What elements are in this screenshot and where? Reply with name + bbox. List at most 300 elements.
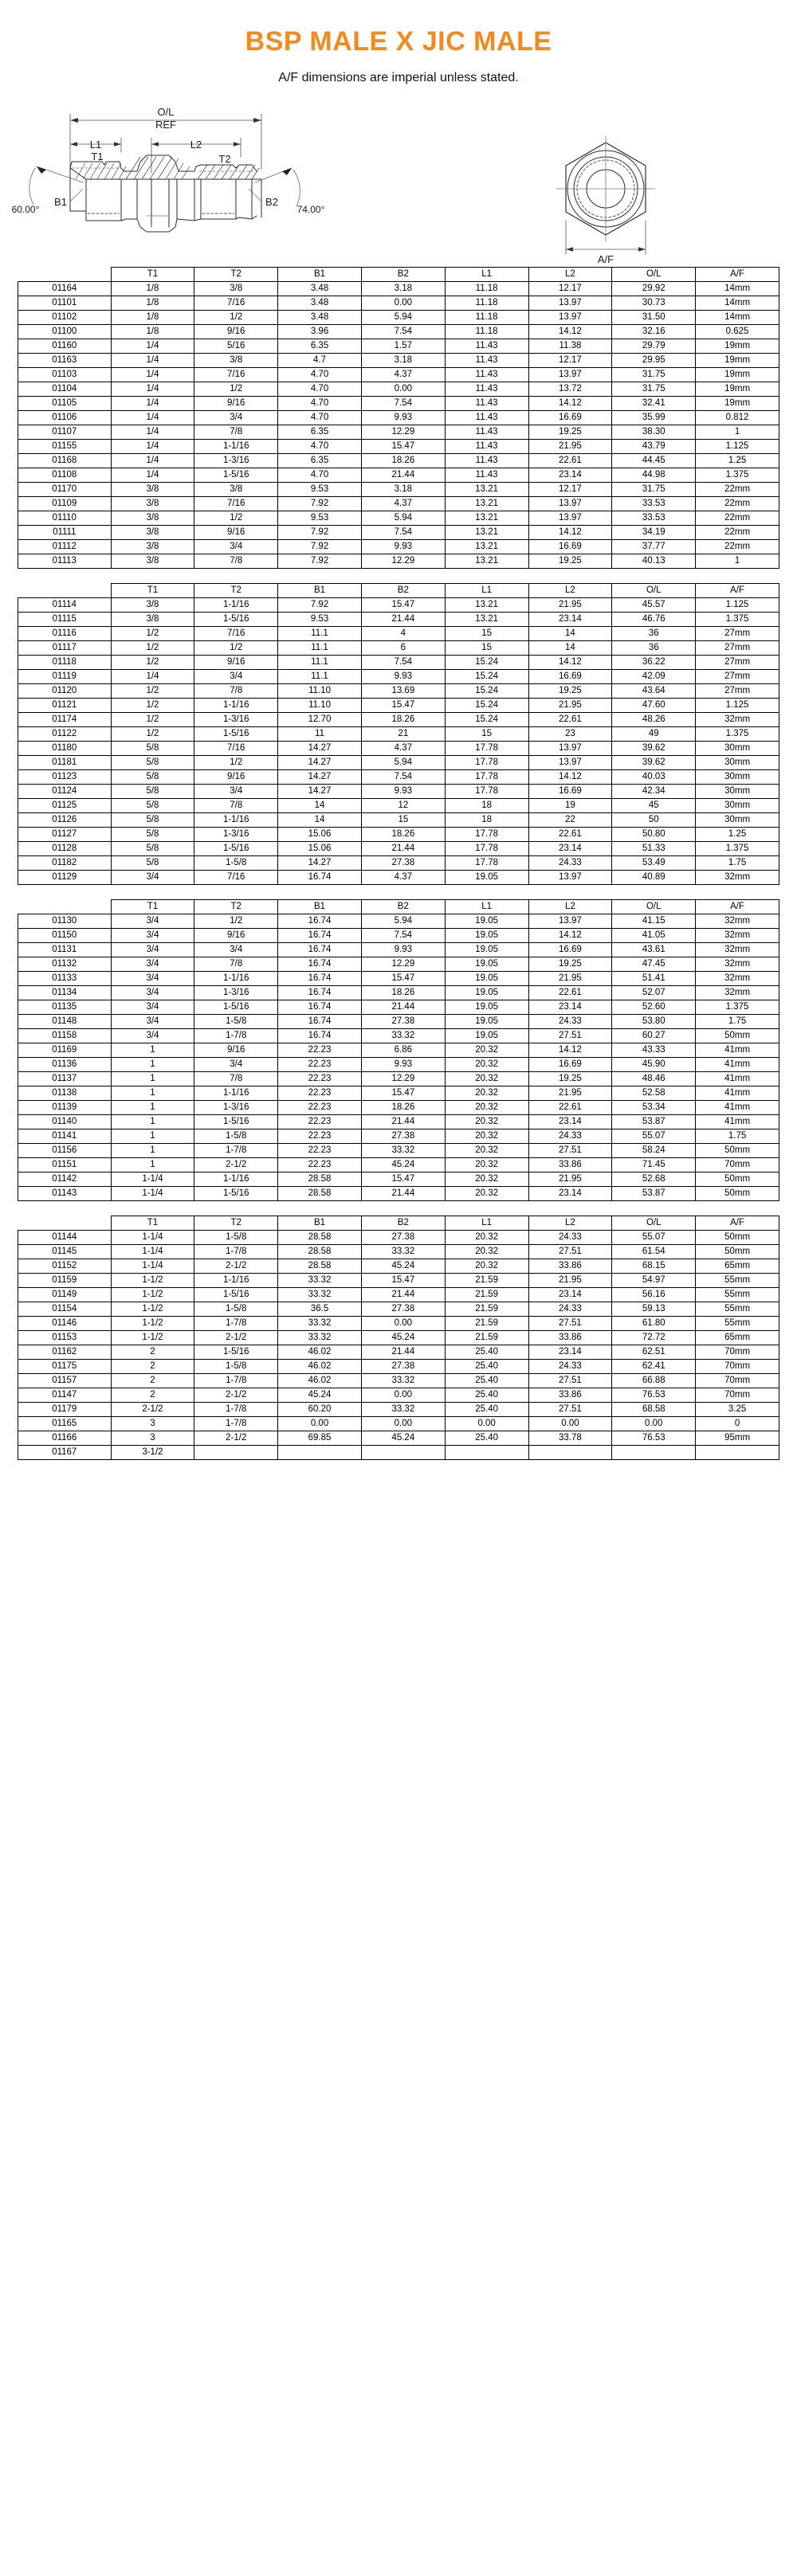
cell-t2: 1-1/16 <box>194 972 278 986</box>
cell-l1: 13.21 <box>445 540 528 554</box>
cell-t1: 1/4 <box>111 339 194 354</box>
table-row <box>18 382 779 397</box>
part-number-cell: 01105 <box>18 397 112 411</box>
cell-b1: 11 <box>278 727 362 742</box>
cell-t1: 1 <box>111 1144 194 1158</box>
table-row <box>18 1158 779 1173</box>
cell-b1: 4.70 <box>278 382 362 397</box>
table-row <box>18 1331 779 1345</box>
cell-t2: 1-7/8 <box>194 1245 278 1259</box>
cell-ol: 39.62 <box>612 742 696 756</box>
cell-l2: 12.17 <box>528 354 612 368</box>
cell-ol: 45.90 <box>612 1058 696 1072</box>
part-number-cell: 01163 <box>18 354 112 368</box>
cell-l2: 19.25 <box>528 684 612 699</box>
cell-t2: 7/8 <box>194 425 278 440</box>
cell-l1: 17.78 <box>445 770 528 785</box>
cell-af: 1.375 <box>696 468 779 483</box>
cell-af: 65mm <box>696 1331 779 1345</box>
cell-b2: 4.37 <box>361 368 445 382</box>
cell-b1: 22.23 <box>278 1158 362 1173</box>
cell-af: 1.75 <box>696 856 779 871</box>
cell-b2 <box>361 1446 445 1460</box>
cell-t1: 2 <box>111 1374 194 1388</box>
cell-b2: 33.32 <box>361 1144 445 1158</box>
cell-b2: 0.00 <box>361 296 445 311</box>
cell-l1: 11.43 <box>445 425 528 440</box>
cell-af: 19mm <box>696 382 779 397</box>
cell-af: 70mm <box>696 1388 779 1403</box>
cell-b2: 15.47 <box>361 1086 445 1101</box>
part-number-cell: 01124 <box>18 785 112 799</box>
cell-b2: 1.57 <box>361 339 445 354</box>
table-row <box>18 1345 779 1360</box>
cell-l1: 11.18 <box>445 282 528 296</box>
part-number-cell: 01182 <box>18 856 112 871</box>
table-row <box>18 914 779 929</box>
cell-ol: 31.75 <box>612 483 696 497</box>
part-number-cell: 01144 <box>18 1231 112 1245</box>
cell-b2: 3.18 <box>361 354 445 368</box>
cell-af: 1 <box>696 425 779 440</box>
cell-b1: 0.00 <box>278 1417 362 1431</box>
cell-t1: 1/4 <box>111 670 194 684</box>
cell-t1: 3/4 <box>111 943 194 957</box>
column-header-b2: B2 <box>361 900 445 914</box>
cell-t2: 2-1/2 <box>194 1431 278 1446</box>
cell-l2: 23.14 <box>528 1288 612 1302</box>
table-header-row <box>18 900 779 914</box>
cell-b1: 4.70 <box>278 397 362 411</box>
cell-b1: 22.23 <box>278 1043 362 1058</box>
cell-t1: 1 <box>111 1129 194 1144</box>
column-header-t1: T1 <box>111 900 194 914</box>
cell-l1: 19.05 <box>445 929 528 943</box>
cell-l1: 20.32 <box>445 1129 528 1144</box>
cell-l1: 11.18 <box>445 311 528 325</box>
cell-b1: 14.27 <box>278 742 362 756</box>
cell-b1: 4.70 <box>278 368 362 382</box>
part-number-cell: 01164 <box>18 282 112 296</box>
cell-b1: 22.23 <box>278 1072 362 1086</box>
table-row <box>18 1029 779 1043</box>
cell-t1: 1/2 <box>111 699 194 713</box>
table-corner-cell <box>18 268 112 282</box>
cell-l2: 33.86 <box>528 1331 612 1345</box>
cell-l2: 14.12 <box>528 929 612 943</box>
cell-af: 70mm <box>696 1345 779 1360</box>
table-row <box>18 1058 779 1072</box>
cell-ol: 53.87 <box>612 1115 696 1129</box>
cell-l1: 13.21 <box>445 483 528 497</box>
table-row <box>18 770 779 785</box>
cell-ol: 32.41 <box>612 397 696 411</box>
table-row <box>18 526 779 540</box>
cell-l1: 17.78 <box>445 756 528 770</box>
cell-l1: 13.21 <box>445 554 528 569</box>
cell-l1: 13.21 <box>445 497 528 511</box>
cell-b1: 4.70 <box>278 411 362 425</box>
table-row <box>18 1388 779 1403</box>
part-number-cell: 01151 <box>18 1158 112 1173</box>
spec-tables <box>0 267 797 1460</box>
cell-b1: 16.74 <box>278 943 362 957</box>
cell-af: 30mm <box>696 785 779 799</box>
cell-l2: 13.97 <box>528 368 612 382</box>
table-row <box>18 929 779 943</box>
cell-t1: 1/2 <box>111 713 194 727</box>
table-row <box>18 699 779 713</box>
part-number-cell: 01180 <box>18 742 112 756</box>
cell-l1: 20.32 <box>445 1101 528 1115</box>
cell-t1: 3/8 <box>111 598 194 613</box>
cell-t2: 9/16 <box>194 929 278 943</box>
cell-t1: 1/4 <box>111 440 194 454</box>
cell-l1: 21.59 <box>445 1302 528 1317</box>
cell-b2: 21.44 <box>361 613 445 627</box>
table-row <box>18 713 779 727</box>
cell-t2: 1-5/16 <box>194 727 278 742</box>
table-row <box>18 828 779 842</box>
cell-ol: 68.15 <box>612 1259 696 1274</box>
cell-b2: 9.93 <box>361 1058 445 1072</box>
cell-b2: 21.44 <box>361 1115 445 1129</box>
column-header-b2: B2 <box>361 584 445 598</box>
cell-l1: 19.05 <box>445 914 528 929</box>
drawing-svg <box>0 100 797 267</box>
part-number-cell: 01114 <box>18 598 112 613</box>
spec-table-4 <box>18 1216 779 1460</box>
cell-t1: 1-1/4 <box>111 1173 194 1187</box>
cell-b1: 16.74 <box>278 972 362 986</box>
cell-b1: 3.48 <box>278 296 362 311</box>
table-header-row <box>18 1216 779 1231</box>
cell-b1: 11.1 <box>278 670 362 684</box>
cell-t1: 3/8 <box>111 554 194 569</box>
cell-t1: 1 <box>111 1158 194 1173</box>
cell-t1: 3 <box>111 1417 194 1431</box>
cell-b2: 21.44 <box>361 1187 445 1201</box>
cell-b1: 22.23 <box>278 1101 362 1115</box>
cell-l2: 27.51 <box>528 1317 612 1331</box>
cell-t1: 1 <box>111 1043 194 1058</box>
cell-l1: 11.43 <box>445 382 528 397</box>
cell-b2: 21.44 <box>361 1288 445 1302</box>
cell-t1: 1 <box>111 1072 194 1086</box>
cell-t2: 1-7/8 <box>194 1403 278 1417</box>
cell-t2: 1-1/16 <box>194 1086 278 1101</box>
cell-l2: 14.12 <box>528 526 612 540</box>
part-number-cell: 01149 <box>18 1288 112 1302</box>
cell-b2: 27.38 <box>361 856 445 871</box>
cell-l1: 15 <box>445 627 528 641</box>
cell-b1: 33.32 <box>278 1274 362 1288</box>
table-row <box>18 296 779 311</box>
cell-ol: 43.61 <box>612 943 696 957</box>
column-header-l2: L2 <box>528 584 612 598</box>
cell-b1: 7.92 <box>278 526 362 540</box>
cell-t1: 1/2 <box>111 727 194 742</box>
cell-t1: 5/8 <box>111 742 194 756</box>
table-row <box>18 554 779 569</box>
cell-b1: 14.27 <box>278 856 362 871</box>
cell-t2: 1-5/16 <box>194 1288 278 1302</box>
cell-l1: 13.21 <box>445 613 528 627</box>
cell-af: 22mm <box>696 540 779 554</box>
cell-af: 30mm <box>696 799 779 813</box>
cell-ol: 36 <box>612 627 696 641</box>
column-header-af: A/F <box>696 900 779 914</box>
spec-table-1 <box>18 267 779 569</box>
cell-b1: 16.74 <box>278 929 362 943</box>
part-number-cell: 01137 <box>18 1072 112 1086</box>
cell-t2: 1-7/8 <box>194 1144 278 1158</box>
cell-l1: 15.24 <box>445 684 528 699</box>
column-header-t1: T1 <box>111 584 194 598</box>
cell-l1: 17.78 <box>445 842 528 856</box>
column-header-l1: L1 <box>445 1216 528 1231</box>
part-number-cell: 01153 <box>18 1331 112 1345</box>
cell-af: 41mm <box>696 1072 779 1086</box>
cell-af: 65mm <box>696 1259 779 1274</box>
cell-t2: 3/8 <box>194 354 278 368</box>
cell-l1: 20.32 <box>445 1086 528 1101</box>
part-number-cell: 01107 <box>18 425 112 440</box>
cell-ol: 50 <box>612 813 696 828</box>
cell-l2: 33.86 <box>528 1259 612 1274</box>
cell-af: 30mm <box>696 742 779 756</box>
cell-t2: 9/16 <box>194 656 278 670</box>
part-number-cell: 01113 <box>18 554 112 569</box>
column-header-l1: L1 <box>445 268 528 282</box>
cell-ol: 29.95 <box>612 354 696 368</box>
cell-l2: 13.72 <box>528 382 612 397</box>
part-number-cell: 01122 <box>18 727 112 742</box>
cell-b1: 6.35 <box>278 339 362 354</box>
cell-af: 22mm <box>696 511 779 526</box>
cell-b1: 28.58 <box>278 1259 362 1274</box>
cell-t1: 1/2 <box>111 656 194 670</box>
part-number-cell: 01135 <box>18 1000 112 1015</box>
table-row <box>18 339 779 354</box>
part-number-cell: 01123 <box>18 770 112 785</box>
table-row <box>18 1245 779 1259</box>
cell-b1: 33.32 <box>278 1317 362 1331</box>
cell-l1: 15 <box>445 727 528 742</box>
cell-t1: 3/4 <box>111 1015 194 1029</box>
part-number-cell: 01152 <box>18 1259 112 1274</box>
cell-l1: 20.32 <box>445 1058 528 1072</box>
table-row <box>18 397 779 411</box>
cell-b2: 15.47 <box>361 699 445 713</box>
table-row <box>18 943 779 957</box>
cell-l1: 20.32 <box>445 1187 528 1201</box>
part-number-cell: 01142 <box>18 1173 112 1187</box>
cell-b2: 27.38 <box>361 1129 445 1144</box>
cell-b2: 4.37 <box>361 871 445 885</box>
cell-l2: 33.78 <box>528 1431 612 1446</box>
part-number-cell: 01116 <box>18 627 112 641</box>
cell-ol: 42.09 <box>612 670 696 684</box>
part-number-cell: 01155 <box>18 440 112 454</box>
cell-b2: 9.93 <box>361 540 445 554</box>
cell-t2: 5/16 <box>194 339 278 354</box>
cell-ol: 46.76 <box>612 613 696 627</box>
part-number-cell: 01120 <box>18 684 112 699</box>
cell-ol: 51.33 <box>612 842 696 856</box>
cell-b1: 36.5 <box>278 1302 362 1317</box>
table-row <box>18 511 779 526</box>
cell-ol: 71.45 <box>612 1158 696 1173</box>
cell-t1: 1/8 <box>111 325 194 339</box>
cell-b1: 6.35 <box>278 425 362 440</box>
column-header-b2: B2 <box>361 268 445 282</box>
cell-l2: 21.95 <box>528 1173 612 1187</box>
cell-t2: 7/8 <box>194 799 278 813</box>
cell-t1: 1/4 <box>111 454 194 468</box>
cell-b1: 16.74 <box>278 914 362 929</box>
cell-ol: 61.54 <box>612 1245 696 1259</box>
column-header-ol: O/L <box>612 268 696 282</box>
cell-ol: 53.87 <box>612 1187 696 1201</box>
cell-b2: 21.44 <box>361 1345 445 1360</box>
table-row <box>18 1431 779 1446</box>
cell-t2: 9/16 <box>194 1043 278 1058</box>
cell-t2: 1-5/8 <box>194 1302 278 1317</box>
cell-af: 95mm <box>696 1431 779 1446</box>
cell-af: 55mm <box>696 1288 779 1302</box>
cell-t2: 1/2 <box>194 641 278 656</box>
cell-t1: 1-1/4 <box>111 1231 194 1245</box>
table-row <box>18 1417 779 1431</box>
cell-t1: 3/4 <box>111 1029 194 1043</box>
cell-ol: 30.73 <box>612 296 696 311</box>
cell-t1: 1/4 <box>111 468 194 483</box>
cell-b2: 21 <box>361 727 445 742</box>
cell-b2: 0.00 <box>361 1388 445 1403</box>
cell-b2: 27.38 <box>361 1360 445 1374</box>
cell-t2: 9/16 <box>194 526 278 540</box>
cell-t1: 3/4 <box>111 871 194 885</box>
cell-af: 14mm <box>696 311 779 325</box>
spec-table-3 <box>18 899 779 1201</box>
cell-t1: 5/8 <box>111 813 194 828</box>
cell-t1: 1/2 <box>111 641 194 656</box>
cell-l1: 11.18 <box>445 296 528 311</box>
cell-af: 41mm <box>696 1086 779 1101</box>
cell-b2: 33.32 <box>361 1403 445 1417</box>
cell-t1: 5/8 <box>111 799 194 813</box>
cell-l2: 23.14 <box>528 1187 612 1201</box>
table-row <box>18 656 779 670</box>
cell-ol: 76.53 <box>612 1431 696 1446</box>
cell-l2: 19.25 <box>528 957 612 972</box>
cell-ol: 37.77 <box>612 540 696 554</box>
cell-b1: 46.02 <box>278 1374 362 1388</box>
cell-t1: 3/8 <box>111 540 194 554</box>
cell-af: 27mm <box>696 670 779 684</box>
part-number-cell: 01115 <box>18 613 112 627</box>
cell-b2: 15.47 <box>361 598 445 613</box>
cell-t2: 9/16 <box>194 325 278 339</box>
cell-l2 <box>528 1446 612 1460</box>
table-row <box>18 1043 779 1058</box>
part-number-cell: 01154 <box>18 1302 112 1317</box>
cell-l2: 21.95 <box>528 699 612 713</box>
table-row <box>18 670 779 684</box>
cell-b2: 5.94 <box>361 511 445 526</box>
cell-l2: 12.17 <box>528 483 612 497</box>
cell-b2: 4.37 <box>361 742 445 756</box>
cell-t1: 1/4 <box>111 411 194 425</box>
label-b2: B2 <box>265 196 278 209</box>
table-row <box>18 468 779 483</box>
cell-ol: 62.51 <box>612 1345 696 1360</box>
part-number-cell: 01160 <box>18 339 112 354</box>
cell-af: 55mm <box>696 1274 779 1288</box>
column-header-b1: B1 <box>278 1216 362 1231</box>
cell-l1: 19.05 <box>445 972 528 986</box>
cell-t2: 1/2 <box>194 511 278 526</box>
table-row <box>18 1115 779 1129</box>
column-header-b1: B1 <box>278 584 362 598</box>
cell-t2: 1-3/16 <box>194 828 278 842</box>
part-number-cell: 01179 <box>18 1403 112 1417</box>
cell-t1: 1/4 <box>111 354 194 368</box>
cell-b1: 28.58 <box>278 1173 362 1187</box>
cell-l1: 21.59 <box>445 1288 528 1302</box>
cell-b2: 9.93 <box>361 943 445 957</box>
part-number-cell: 01111 <box>18 526 112 540</box>
cell-t2: 1-7/8 <box>194 1417 278 1431</box>
table-row <box>18 1144 779 1158</box>
cell-b1: 69.85 <box>278 1431 362 1446</box>
cell-af: 50mm <box>696 1187 779 1201</box>
spec-table-2 <box>18 583 779 885</box>
cell-ol: 35.99 <box>612 411 696 425</box>
label-b1: B1 <box>54 196 67 209</box>
cell-af: 32mm <box>696 986 779 1000</box>
cell-l1: 21.59 <box>445 1317 528 1331</box>
cell-af: 1.125 <box>696 699 779 713</box>
cell-b2: 15.47 <box>361 1274 445 1288</box>
cell-af: 55mm <box>696 1317 779 1331</box>
cell-l2: 16.69 <box>528 1058 612 1072</box>
cell-l1: 15.24 <box>445 656 528 670</box>
cell-l2: 24.33 <box>528 1302 612 1317</box>
cell-ol: 36 <box>612 641 696 656</box>
part-number-cell: 01169 <box>18 1043 112 1058</box>
cell-ol: 62.41 <box>612 1360 696 1374</box>
part-number-cell: 01165 <box>18 1417 112 1431</box>
table-corner-cell <box>18 900 112 914</box>
cell-b1: 14.27 <box>278 756 362 770</box>
table-row <box>18 727 779 742</box>
cell-af: 32mm <box>696 957 779 972</box>
table-row <box>18 425 779 440</box>
part-number-cell: 01168 <box>18 454 112 468</box>
cell-t1: 3/8 <box>111 511 194 526</box>
cell-l1: 21.59 <box>445 1331 528 1345</box>
cell-b2: 7.54 <box>361 325 445 339</box>
cell-ol: 0.00 <box>612 1417 696 1431</box>
part-number-cell: 01102 <box>18 311 112 325</box>
cell-l1: 13.21 <box>445 511 528 526</box>
cell-t1: 1/4 <box>111 382 194 397</box>
cell-l1: 17.78 <box>445 856 528 871</box>
table-row <box>18 1072 779 1086</box>
table-row <box>18 483 779 497</box>
